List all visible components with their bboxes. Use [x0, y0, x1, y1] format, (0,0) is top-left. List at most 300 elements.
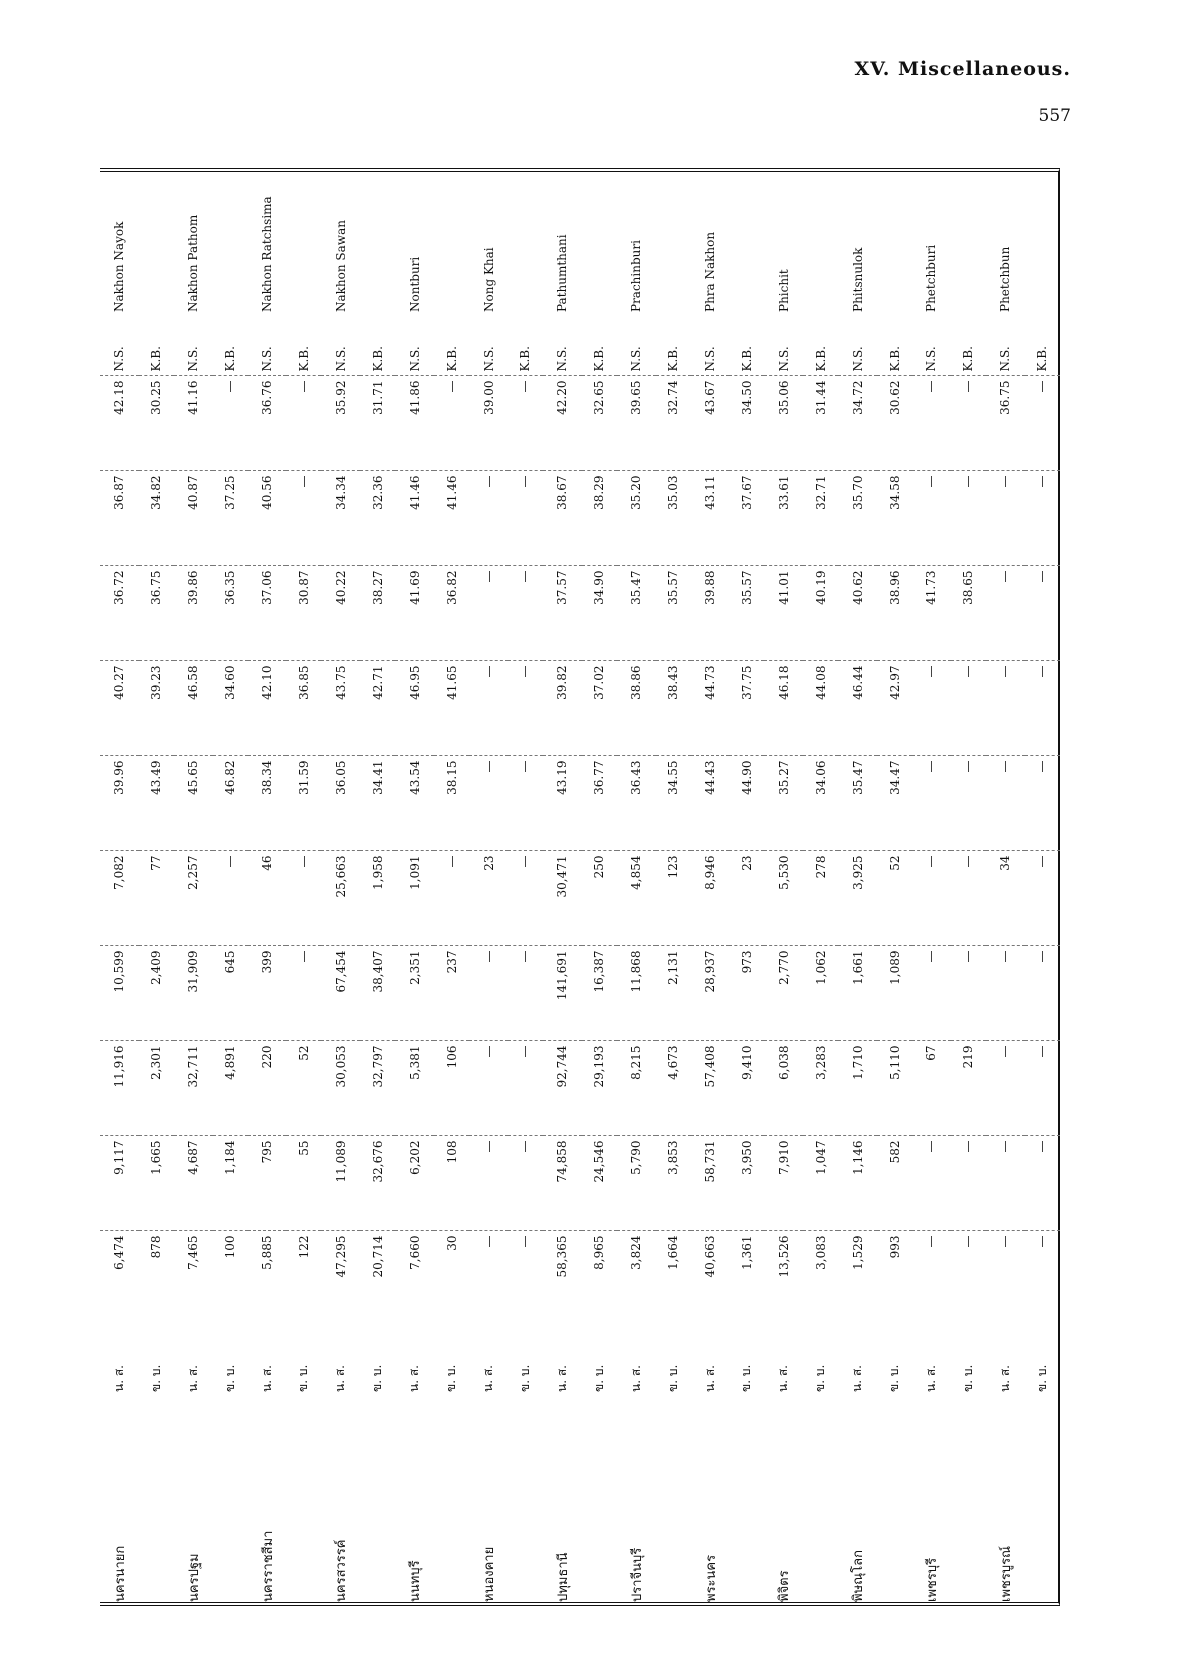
value-cell: 39.82 — [543, 661, 582, 756]
value-cell: — — [1025, 946, 1060, 1041]
table-row — [986, 18, 1025, 1606]
value-cell: 1,062 — [803, 946, 838, 1041]
province-thai: นครนายก — [112, 1545, 128, 1602]
value-cell: — — [508, 1231, 543, 1326]
value-cell: 1,089 — [877, 946, 912, 1041]
abbrev-thai: น. ส. — [554, 1365, 569, 1392]
value-cell: 34.41 — [360, 756, 395, 851]
value-cell: 35.03 — [656, 471, 691, 566]
value-cell: — — [912, 1136, 951, 1231]
value-cell: 32.65 — [582, 376, 617, 471]
value-cell: 30,471 — [543, 851, 582, 946]
value-cell: 35.20 — [617, 471, 656, 566]
abbrev-thai: น. ส. — [259, 1365, 274, 1392]
province-english: Nakhon Pathom — [186, 214, 201, 312]
abbrev-code: N.S. — [112, 346, 127, 372]
table-row — [469, 18, 508, 1606]
province-english: Nakhon Ratchsima — [260, 196, 275, 312]
table-row — [764, 18, 803, 1606]
province-english — [139, 18, 174, 316]
abbrev-code: N.S. — [998, 346, 1013, 372]
value-cell: — — [508, 946, 543, 1041]
value-cell: 35.57 — [729, 566, 764, 661]
value-cell: 30.62 — [877, 376, 912, 471]
value-cell: 3,083 — [803, 1231, 838, 1326]
value-cell: 43.67 — [691, 376, 730, 471]
abbrev-thai: ข. บ. — [1034, 1364, 1049, 1392]
province-thai: เพชรบุรี — [924, 1557, 940, 1602]
value-cell: — — [1025, 471, 1060, 566]
value-cell: 4,854 — [617, 851, 656, 946]
value-cell: 278 — [803, 851, 838, 946]
province-english — [286, 18, 321, 316]
abbrev-thai: น. ส. — [997, 1365, 1012, 1392]
value-cell: 35.57 — [656, 566, 691, 661]
value-cell: — — [986, 661, 1025, 756]
province-thai — [582, 1396, 617, 1606]
value-cell: 34.06 — [803, 756, 838, 851]
abbrev-code: N.S. — [186, 346, 201, 372]
abbrev-thai: ข. บ. — [148, 1364, 163, 1392]
section-header: XV. Miscellaneous. — [854, 58, 1071, 80]
value-cell: 47,295 — [321, 1231, 360, 1326]
value-cell: 7,660 — [395, 1231, 434, 1326]
value-cell: — — [1025, 851, 1060, 946]
value-cell: 31.44 — [803, 376, 838, 471]
value-cell: 38.34 — [248, 756, 287, 851]
value-cell: 38,407 — [360, 946, 395, 1041]
value-cell: 38.65 — [951, 566, 986, 661]
province-english: Nontburi — [407, 256, 422, 312]
value-cell: 36.87 — [100, 471, 139, 566]
abbrev-thai: น. ส. — [185, 1365, 200, 1392]
value-cell: 32.36 — [360, 471, 395, 566]
value-cell: 32.74 — [656, 376, 691, 471]
value-cell: 40.22 — [321, 566, 360, 661]
abbrev-thai: น. ส. — [776, 1365, 791, 1392]
value-cell: — — [951, 851, 986, 946]
value-cell: — — [986, 471, 1025, 566]
value-cell: 43.75 — [321, 661, 360, 756]
value-cell: — — [508, 471, 543, 566]
value-cell: 41.73 — [912, 566, 951, 661]
value-cell: 38.27 — [360, 566, 395, 661]
value-cell: 34.34 — [321, 471, 360, 566]
value-cell: 582 — [877, 1136, 912, 1231]
value-cell: 8,965 — [582, 1231, 617, 1326]
value-cell: — — [912, 1231, 951, 1326]
value-cell: — — [508, 1041, 543, 1136]
value-cell: — — [1025, 756, 1060, 851]
value-cell: 100 — [213, 1231, 248, 1326]
value-cell: 973 — [729, 946, 764, 1041]
table-row — [100, 18, 139, 1606]
value-cell: 2,770 — [764, 946, 803, 1041]
value-cell: 250 — [582, 851, 617, 946]
value-cell: 25,663 — [321, 851, 360, 946]
value-cell: 39.86 — [174, 566, 213, 661]
province-thai — [656, 1396, 691, 1606]
value-cell: 2,131 — [656, 946, 691, 1041]
value-cell: 34.55 — [656, 756, 691, 851]
abbrev-thai: น. ส. — [923, 1365, 938, 1392]
abbrev-code: N.S. — [555, 346, 570, 372]
value-cell: 40.27 — [100, 661, 139, 756]
value-cell: — — [508, 661, 543, 756]
value-cell: 29,193 — [582, 1041, 617, 1136]
abbrev-code: K.B. — [1035, 346, 1050, 372]
value-cell: 3,824 — [617, 1231, 656, 1326]
value-cell: 45.65 — [174, 756, 213, 851]
abbrev-code: K.B. — [149, 346, 164, 372]
abbrev-code: K.B. — [444, 346, 459, 372]
table-row — [434, 18, 469, 1606]
value-cell: 1,529 — [838, 1231, 877, 1326]
value-cell: 220 — [248, 1041, 287, 1136]
value-cell: — — [1025, 661, 1060, 756]
province-thai: เพชรบูรณ์ — [998, 1545, 1014, 1602]
value-cell: 35.47 — [617, 566, 656, 661]
province-thai: ปราจีนบุรี — [629, 1547, 645, 1602]
province-english: Nakhon Sawan — [333, 220, 348, 312]
value-cell: 3,283 — [803, 1041, 838, 1136]
value-cell: — — [986, 566, 1025, 661]
value-cell: 39.96 — [100, 756, 139, 851]
abbrev-code: K.B. — [296, 346, 311, 372]
value-cell: 237 — [434, 946, 469, 1041]
value-cell: 16,387 — [582, 946, 617, 1041]
value-cell: 41.01 — [764, 566, 803, 661]
value-cell: 4,673 — [656, 1041, 691, 1136]
value-cell: — — [951, 1136, 986, 1231]
value-cell: 8,215 — [617, 1041, 656, 1136]
value-cell: — — [469, 1231, 508, 1326]
value-cell: 141,691 — [543, 946, 582, 1041]
abbrev-code: N.S. — [629, 346, 644, 372]
value-cell: 43.11 — [691, 471, 730, 566]
table-row — [877, 18, 912, 1606]
value-cell: 92,744 — [543, 1041, 582, 1136]
value-cell: 2,351 — [395, 946, 434, 1041]
table-row — [656, 18, 691, 1606]
province-thai — [508, 1396, 543, 1606]
value-cell: 28,937 — [691, 946, 730, 1041]
value-cell: 993 — [877, 1231, 912, 1326]
value-cell: 11,916 — [100, 1041, 139, 1136]
value-cell: 34.50 — [729, 376, 764, 471]
province-thai — [434, 1396, 469, 1606]
value-cell: — — [951, 376, 986, 471]
value-cell: 123 — [656, 851, 691, 946]
value-cell: — — [1025, 566, 1060, 661]
value-cell: 219 — [951, 1041, 986, 1136]
page-number: 557 — [1038, 106, 1071, 126]
value-cell: 34.60 — [213, 661, 248, 756]
value-cell: 35.06 — [764, 376, 803, 471]
value-cell: 43.19 — [543, 756, 582, 851]
abbrev-code: K.B. — [518, 346, 533, 372]
value-cell: — — [951, 471, 986, 566]
value-cell: — — [1025, 1231, 1060, 1326]
abbrev-code: N.S. — [407, 346, 422, 372]
value-cell: 36.43 — [617, 756, 656, 851]
table-row — [395, 18, 434, 1606]
province-thai: พิษณุโลก — [851, 1549, 867, 1602]
value-cell: 32,797 — [360, 1041, 395, 1136]
value-cell: 42.71 — [360, 661, 395, 756]
province-thai: ปทุมธานี — [555, 1552, 571, 1602]
value-cell: — — [912, 471, 951, 566]
abbrev-code: K.B. — [592, 346, 607, 372]
value-cell: 46 — [248, 851, 287, 946]
value-cell: — — [469, 566, 508, 661]
value-cell: — — [469, 1136, 508, 1231]
value-cell: 46.82 — [213, 756, 248, 851]
value-cell: 46.18 — [764, 661, 803, 756]
province-english: Pathumthani — [555, 234, 570, 312]
value-cell: — — [912, 756, 951, 851]
province-thai — [286, 1396, 321, 1606]
value-cell: 11,868 — [617, 946, 656, 1041]
value-cell: 74,858 — [543, 1136, 582, 1231]
province-english: Phetchburi — [924, 244, 939, 312]
value-cell: 36.05 — [321, 756, 360, 851]
province-english — [803, 18, 838, 316]
abbrev-thai: ข. บ. — [960, 1364, 975, 1392]
province-thai: นครปฐม — [186, 1553, 202, 1602]
value-cell: — — [469, 946, 508, 1041]
value-cell: 67 — [912, 1041, 951, 1136]
abbrev-code: K.B. — [813, 346, 828, 372]
province-english — [508, 18, 543, 316]
value-cell: 7,910 — [764, 1136, 803, 1231]
value-cell: 1,361 — [729, 1231, 764, 1326]
value-cell: 34.58 — [877, 471, 912, 566]
value-cell: 34.72 — [838, 376, 877, 471]
value-cell: 2,409 — [139, 946, 174, 1041]
value-cell: 44.73 — [691, 661, 730, 756]
abbrev-thai: ข. บ. — [296, 1364, 311, 1392]
value-cell: 1,710 — [838, 1041, 877, 1136]
province-english — [877, 18, 912, 316]
value-cell: 7,465 — [174, 1231, 213, 1326]
value-cell: 41.69 — [395, 566, 434, 661]
value-cell: 31.71 — [360, 376, 395, 471]
value-cell: 41.86 — [395, 376, 434, 471]
abbrev-thai: น. ส. — [481, 1365, 496, 1392]
abbrev-thai: น. ส. — [850, 1365, 865, 1392]
abbrev-thai: ข. บ. — [665, 1364, 680, 1392]
value-cell: 36.35 — [213, 566, 248, 661]
abbrev-thai: น. ส. — [333, 1365, 348, 1392]
province-english — [951, 18, 986, 316]
abbrev-thai: ข. บ. — [444, 1364, 459, 1392]
value-cell: 6,202 — [395, 1136, 434, 1231]
province-thai — [951, 1396, 986, 1606]
value-cell: 35.70 — [838, 471, 877, 566]
value-cell: 6,474 — [100, 1231, 139, 1326]
value-cell: 41.16 — [174, 376, 213, 471]
value-cell: 9,117 — [100, 1136, 139, 1231]
value-cell: 40.19 — [803, 566, 838, 661]
value-cell: — — [951, 946, 986, 1041]
value-cell: — — [286, 471, 321, 566]
value-cell: 37.25 — [213, 471, 248, 566]
value-cell: 58,731 — [691, 1136, 730, 1231]
value-cell: 38.86 — [617, 661, 656, 756]
value-cell: 1,146 — [838, 1136, 877, 1231]
value-cell: 36.82 — [434, 566, 469, 661]
value-cell: — — [213, 376, 248, 471]
value-cell: 38.15 — [434, 756, 469, 851]
rotated-table-container — [100, 168, 1060, 1606]
value-cell: 1,958 — [360, 851, 395, 946]
value-cell: 44.08 — [803, 661, 838, 756]
value-cell: 10,599 — [100, 946, 139, 1041]
value-cell: — — [951, 661, 986, 756]
province-english: Nakhon Nayok — [112, 221, 127, 312]
abbrev-thai: ข. บ. — [739, 1364, 754, 1392]
value-cell: 5,381 — [395, 1041, 434, 1136]
province-english — [656, 18, 691, 316]
value-cell: 42.20 — [543, 376, 582, 471]
province-thai — [213, 1396, 248, 1606]
value-cell: 40.62 — [838, 566, 877, 661]
table-row — [508, 18, 543, 1606]
abbrev-code: K.B. — [370, 346, 385, 372]
value-cell: 20,714 — [360, 1231, 395, 1326]
value-cell: 2,257 — [174, 851, 213, 946]
value-cell: 30.25 — [139, 376, 174, 471]
value-cell: 37.75 — [729, 661, 764, 756]
value-cell: 33.61 — [764, 471, 803, 566]
value-cell: 645 — [213, 946, 248, 1041]
value-cell: 34.47 — [877, 756, 912, 851]
value-cell: 44.90 — [729, 756, 764, 851]
value-cell: 32,676 — [360, 1136, 395, 1231]
abbrev-code: N.S. — [703, 346, 717, 372]
value-cell: 40.56 — [248, 471, 287, 566]
value-cell: 4,891 — [213, 1041, 248, 1136]
value-cell: 30 — [434, 1231, 469, 1326]
value-cell: 35.92 — [321, 376, 360, 471]
table-row — [174, 18, 213, 1606]
value-cell: 36.75 — [986, 376, 1025, 471]
table-row — [617, 18, 656, 1606]
abbrev-code: N.S. — [260, 346, 275, 372]
value-cell: 30.87 — [286, 566, 321, 661]
value-cell: — — [912, 661, 951, 756]
province-thai — [139, 1396, 174, 1606]
value-cell: 106 — [434, 1041, 469, 1136]
table-row — [1025, 18, 1060, 1606]
province-thai: นครสวรรค์ — [334, 1539, 350, 1602]
value-cell: 37.06 — [248, 566, 287, 661]
table-row — [360, 18, 395, 1606]
value-cell: 30,053 — [321, 1041, 360, 1136]
abbrev-thai: ข. บ. — [887, 1364, 902, 1392]
value-cell: — — [986, 946, 1025, 1041]
value-cell: 37.57 — [543, 566, 582, 661]
value-cell: 5,885 — [248, 1231, 287, 1326]
value-cell: — — [951, 756, 986, 851]
value-cell: 52 — [286, 1041, 321, 1136]
value-cell: — — [986, 1231, 1025, 1326]
table-row — [912, 18, 951, 1606]
province-english — [729, 18, 764, 316]
value-cell: 1,664 — [656, 1231, 691, 1326]
province-thai — [1025, 1396, 1060, 1606]
province-english: Phra Nakhon — [703, 231, 717, 312]
table-row — [321, 18, 360, 1606]
province-english: Phitsnulok — [850, 247, 865, 312]
value-cell: 55 — [286, 1136, 321, 1231]
table-row — [838, 18, 877, 1606]
province-english: Prachinburi — [629, 240, 644, 312]
value-cell: 31.59 — [286, 756, 321, 851]
abbrev-thai: น. ส. — [111, 1365, 126, 1392]
province-english — [582, 18, 617, 316]
province-thai: หนองคาย — [482, 1546, 498, 1602]
value-cell: 1,184 — [213, 1136, 248, 1231]
value-cell: — — [912, 946, 951, 1041]
table-row — [951, 18, 986, 1606]
value-cell: — — [986, 1136, 1025, 1231]
table-row — [691, 18, 730, 1606]
abbrev-code: N.S. — [850, 346, 865, 372]
value-cell: — — [508, 851, 543, 946]
value-cell: 77 — [139, 851, 174, 946]
value-cell: — — [912, 376, 951, 471]
value-cell: — — [508, 566, 543, 661]
value-cell: 46.58 — [174, 661, 213, 756]
value-cell: 35.27 — [764, 756, 803, 851]
value-cell: 38.43 — [656, 661, 691, 756]
value-cell: 36.75 — [139, 566, 174, 661]
value-cell: 41.46 — [434, 471, 469, 566]
table-row — [729, 18, 764, 1606]
province-english — [213, 18, 248, 316]
value-cell: 36.76 — [248, 376, 287, 471]
value-cell: — — [469, 471, 508, 566]
value-cell: 2,301 — [139, 1041, 174, 1136]
table-row — [286, 18, 321, 1606]
value-cell: 36.85 — [286, 661, 321, 756]
province-thai: นครราชสีมา — [260, 1530, 276, 1602]
value-cell: 34.82 — [139, 471, 174, 566]
value-cell: — — [434, 851, 469, 946]
province-thai: พิจิตร — [777, 1570, 793, 1602]
value-cell: 4,687 — [174, 1136, 213, 1231]
value-cell: 42.18 — [100, 376, 139, 471]
abbrev-code: N.S. — [481, 346, 496, 372]
value-cell: 6,038 — [764, 1041, 803, 1136]
value-cell: 40,663 — [691, 1231, 730, 1326]
value-cell: — — [286, 946, 321, 1041]
abbrev-code: K.B. — [961, 346, 976, 372]
value-cell: — — [508, 376, 543, 471]
value-cell: 39.88 — [691, 566, 730, 661]
value-cell: 11,089 — [321, 1136, 360, 1231]
value-cell: 43.49 — [139, 756, 174, 851]
data-table — [100, 18, 1060, 1606]
value-cell: 35.47 — [838, 756, 877, 851]
value-cell: 31,909 — [174, 946, 213, 1041]
value-cell: 122 — [286, 1231, 321, 1326]
value-cell: 41.46 — [395, 471, 434, 566]
value-cell: 399 — [248, 946, 287, 1041]
value-cell: 795 — [248, 1136, 287, 1231]
